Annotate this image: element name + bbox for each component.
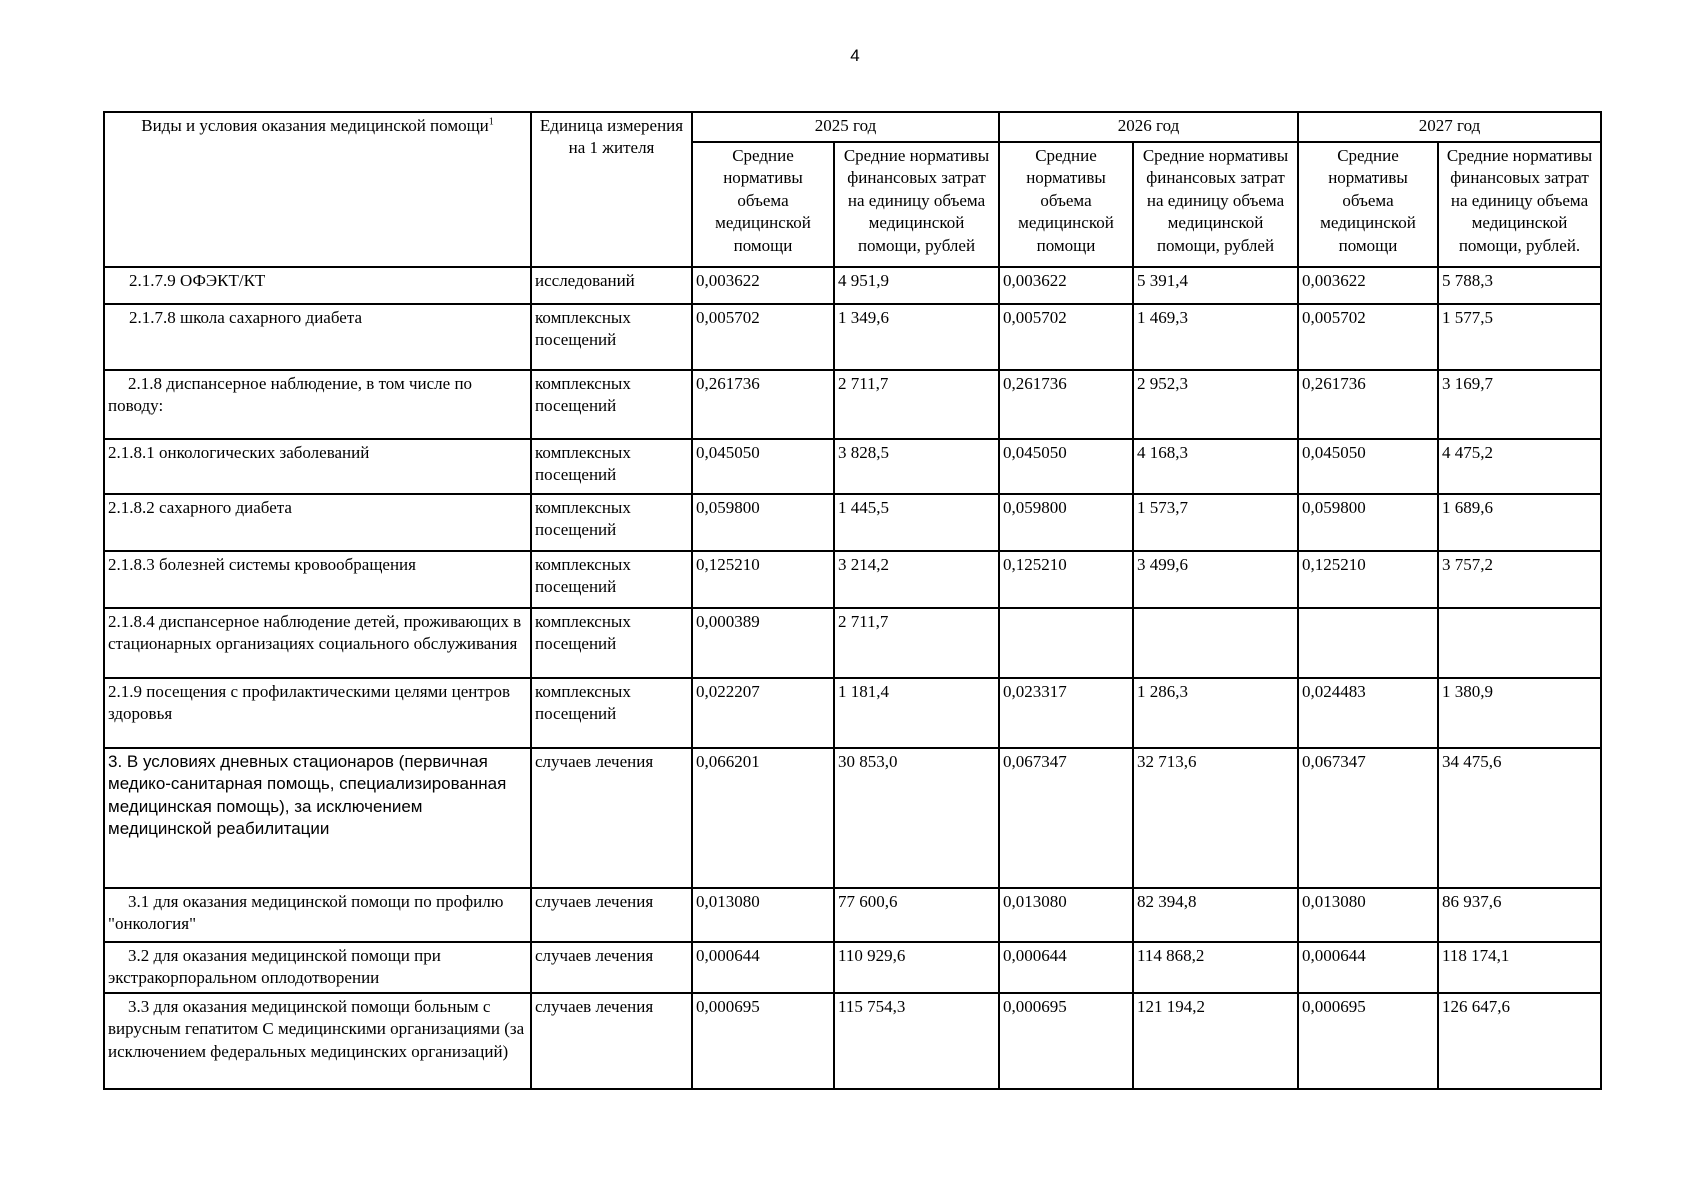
header-year-2025: 2025 год xyxy=(692,112,999,142)
volume-2026: 0,013080 xyxy=(999,888,1133,942)
header-type-conditions xyxy=(104,112,531,267)
row-unit: комплексных посещений xyxy=(531,678,692,748)
volume-2027: 0,000695 xyxy=(1298,993,1438,1089)
cost-2026: 82 394,8 xyxy=(1133,888,1298,942)
cost-2026: 1 286,3 xyxy=(1133,678,1298,748)
row-name: 2.1.8.4 диспансерное наблюдение детей, проживающих в стационарных организациях социального обслуживания xyxy=(104,608,531,678)
cost-2027: 4 475,2 xyxy=(1438,439,1601,494)
row-unit: исследований xyxy=(531,267,692,304)
cost-2025: 1 445,5 xyxy=(834,494,999,551)
cost-2025: 3 214,2 xyxy=(834,551,999,608)
row-unit: комплексных посещений xyxy=(531,370,692,439)
volume-2027: 0,261736 xyxy=(1298,370,1438,439)
row-unit: комплексных посещений xyxy=(531,608,692,678)
table-row xyxy=(104,993,1601,1089)
row-unit: комплексных посещений xyxy=(531,439,692,494)
volume-2026: 0,023317 xyxy=(999,678,1133,748)
table-row xyxy=(104,267,1601,304)
table-row xyxy=(104,942,1601,993)
table-row xyxy=(104,494,1601,551)
volume-2026: 0,005702 xyxy=(999,304,1133,370)
volume-2025: 0,000695 xyxy=(692,993,834,1089)
cost-2026: 4 168,3 xyxy=(1133,439,1298,494)
cost-2026: 2 952,3 xyxy=(1133,370,1298,439)
volume-2027: 0,013080 xyxy=(1298,888,1438,942)
header-year-2027: 2027 год xyxy=(1298,112,1601,142)
volume-2026: 0,000644 xyxy=(999,942,1133,993)
header-unit: Единица измерения на 1 жителя xyxy=(531,112,692,267)
row-name: 2.1.8.2 сахарного диабета xyxy=(104,494,531,551)
cost-2025: 4 951,9 xyxy=(834,267,999,304)
cost-2027: 34 475,6 xyxy=(1438,748,1601,888)
cost-2026: 114 868,2 xyxy=(1133,942,1298,993)
cost-2027: 86 937,6 xyxy=(1438,888,1601,942)
volume-2027: 0,005702 xyxy=(1298,304,1438,370)
cost-2025: 30 853,0 xyxy=(834,748,999,888)
table-row xyxy=(104,551,1601,608)
header-cost-2026: Средние нормативы финансовых затрат на единицу объема медицинской помощи, рублей xyxy=(1133,142,1298,267)
volume-2025: 0,261736 xyxy=(692,370,834,439)
cost-2026: 1 573,7 xyxy=(1133,494,1298,551)
row-unit: комплексных посещений xyxy=(531,304,692,370)
table-row xyxy=(104,678,1601,748)
cost-2025: 2 711,7 xyxy=(834,608,999,678)
row-name: 3.1 для оказания медицинской помощи по профилю "онкология" xyxy=(104,888,531,942)
volume-2027: 0,045050 xyxy=(1298,439,1438,494)
footnote-mark: 1 xyxy=(488,116,494,128)
cost-2025: 110 929,6 xyxy=(834,942,999,993)
volume-2026: 0,045050 xyxy=(999,439,1133,494)
cost-2027: 1 577,5 xyxy=(1438,304,1601,370)
row-unit: случаев лечения xyxy=(531,748,692,888)
volume-2025: 0,059800 xyxy=(692,494,834,551)
volume-2027: 0,024483 xyxy=(1298,678,1438,748)
row-name: 3.2 для оказания медицинской помощи при экстракорпоральном оплодотворении xyxy=(104,942,531,993)
volume-2026: 0,067347 xyxy=(999,748,1133,888)
cost-2027: 5 788,3 xyxy=(1438,267,1601,304)
volume-2025: 0,003622 xyxy=(692,267,834,304)
row-name: 2.1.7.9 ОФЭКТ/КТ xyxy=(104,267,531,304)
volume-2026: 0,261736 xyxy=(999,370,1133,439)
volume-2025: 0,005702 xyxy=(692,304,834,370)
row-name: 2.1.8.1 онкологических заболеваний xyxy=(104,439,531,494)
table-row xyxy=(104,439,1601,494)
cost-2027 xyxy=(1438,608,1601,678)
cost-2026: 3 499,6 xyxy=(1133,551,1298,608)
cost-2026: 32 713,6 xyxy=(1133,748,1298,888)
row-unit: комплексных посещений xyxy=(531,494,692,551)
cost-2026: 5 391,4 xyxy=(1133,267,1298,304)
row-name: 2.1.8 диспансерное наблюдение, в том числе по поводу: xyxy=(104,370,531,439)
cost-2027: 126 647,6 xyxy=(1438,993,1601,1089)
volume-2025: 0,000389 xyxy=(692,608,834,678)
volume-2027: 0,067347 xyxy=(1298,748,1438,888)
cost-2027: 118 174,1 xyxy=(1438,942,1601,993)
cost-2027: 1 689,6 xyxy=(1438,494,1601,551)
standards-table xyxy=(103,111,1602,1090)
cost-2025: 3 828,5 xyxy=(834,439,999,494)
row-unit: комплексных посещений xyxy=(531,551,692,608)
header-row-years xyxy=(104,112,1601,142)
cost-2027: 1 380,9 xyxy=(1438,678,1601,748)
table-row xyxy=(104,304,1601,370)
volume-2026: 0,000695 xyxy=(999,993,1133,1089)
row-name: 2.1.9 посещения с профилактическими целями центров здоровья xyxy=(104,678,531,748)
cost-2025: 1 349,6 xyxy=(834,304,999,370)
volume-2027: 0,000644 xyxy=(1298,942,1438,993)
cost-2026 xyxy=(1133,608,1298,678)
header-type-conditions-label: Виды и условия оказания медицинской помощи xyxy=(141,116,489,135)
volume-2026 xyxy=(999,608,1133,678)
cost-2025: 115 754,3 xyxy=(834,993,999,1089)
header-cost-2025: Средние нормативы финансовых затрат на единицу объема медицинской помощи, рублей xyxy=(834,142,999,267)
row-name: 3. В условиях дневных стационаров (первичная медико-санитарная помощь, специализированная медицинская помощь), за исключением медицинской реабилитации xyxy=(104,748,531,888)
cost-2027: 3 169,7 xyxy=(1438,370,1601,439)
table-row xyxy=(104,608,1601,678)
table-row xyxy=(104,748,1601,888)
header-volume-2027: Средние нормативы объема медицинской помощи xyxy=(1298,142,1438,267)
volume-2027 xyxy=(1298,608,1438,678)
volume-2027: 0,059800 xyxy=(1298,494,1438,551)
header-year-2026: 2026 год xyxy=(999,112,1298,142)
table-row xyxy=(104,888,1601,942)
header-cost-2027: Средние нормативы финансовых затрат на единицу объема медицинской помощи, рублей. xyxy=(1438,142,1601,267)
volume-2025: 0,045050 xyxy=(692,439,834,494)
table-row xyxy=(104,370,1601,439)
cost-2027: 3 757,2 xyxy=(1438,551,1601,608)
header-volume-2025: Средние нормативы объема медицинской помощи xyxy=(692,142,834,267)
volume-2025: 0,066201 xyxy=(692,748,834,888)
row-name: 2.1.7.8 школа сахарного диабета xyxy=(104,304,531,370)
volume-2027: 0,125210 xyxy=(1298,551,1438,608)
row-name: 2.1.8.3 болезней системы кровообращения xyxy=(104,551,531,608)
volume-2025: 0,000644 xyxy=(692,942,834,993)
row-unit: случаев лечения xyxy=(531,942,692,993)
row-unit: случаев лечения xyxy=(531,993,692,1089)
cost-2025: 2 711,7 xyxy=(834,370,999,439)
page-number: 4 xyxy=(850,46,860,65)
cost-2025: 77 600,6 xyxy=(834,888,999,942)
volume-2025: 0,022207 xyxy=(692,678,834,748)
row-unit: случаев лечения xyxy=(531,888,692,942)
volume-2025: 0,013080 xyxy=(692,888,834,942)
row-name: 3.3 для оказания медицинской помощи больным с вирусным гепатитом С медицинскими организациями (за исключением федеральных медицинских организаций) xyxy=(104,993,531,1089)
volume-2026: 0,003622 xyxy=(999,267,1133,304)
cost-2025: 1 181,4 xyxy=(834,678,999,748)
cost-2026: 1 469,3 xyxy=(1133,304,1298,370)
header-volume-2026: Средние нормативы объема медицинской помощи xyxy=(999,142,1133,267)
volume-2026: 0,059800 xyxy=(999,494,1133,551)
volume-2027: 0,003622 xyxy=(1298,267,1438,304)
volume-2025: 0,125210 xyxy=(692,551,834,608)
cost-2026: 121 194,2 xyxy=(1133,993,1298,1089)
volume-2026: 0,125210 xyxy=(999,551,1133,608)
